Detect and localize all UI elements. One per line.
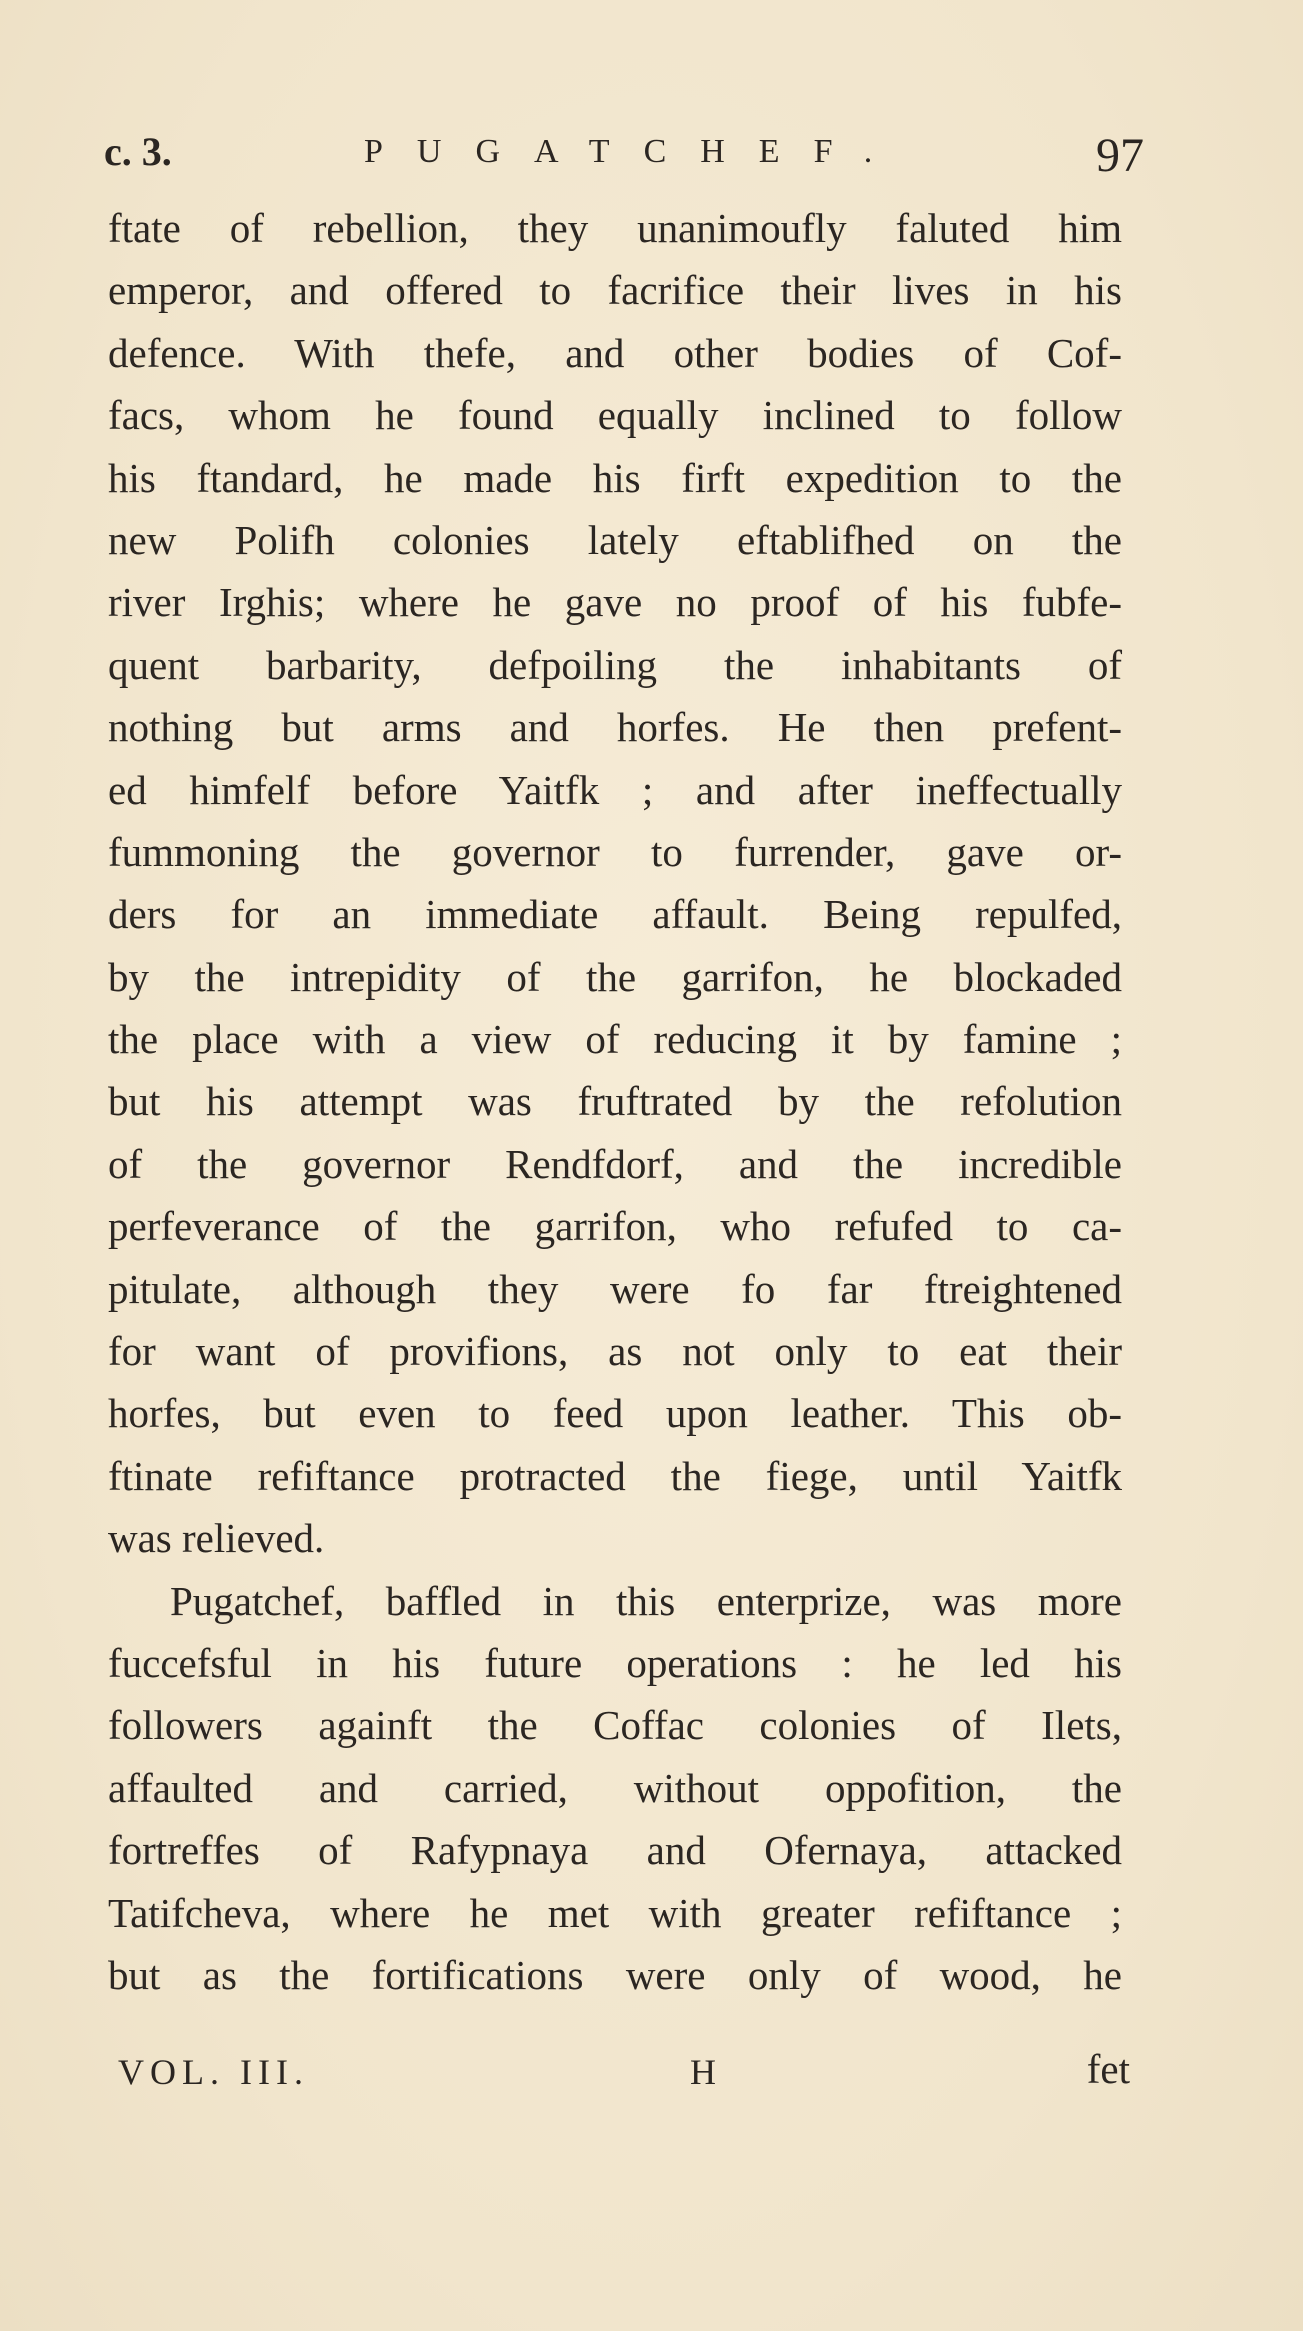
text-line: perfeverance of the garrifon, who refufed to ca-: [108, 1203, 1122, 1250]
text-line: emperor, and offered to facrifice their lives in his: [108, 267, 1122, 314]
page-footer: [118, 2045, 1130, 2107]
text-line: by the intrepidity of the garrifon, he blockaded: [108, 953, 1122, 1000]
volume-signature: VOL. III.: [118, 2052, 309, 2092]
text-line: ed himfelf before Yaitfk ; and after ineffectually: [108, 766, 1122, 813]
text-line: the place with a view of reducing it by famine ;: [108, 1016, 1122, 1063]
paragraph-start-line: Pugatchef, baffled in this enterprize, was more: [170, 1577, 1122, 1624]
text-line: defence. With thefe, and other bodies of Cof-: [108, 329, 1122, 376]
text-line: fortreffes of Rafypnaya and Ofernaya, attacked: [108, 1827, 1122, 1874]
text-line: river Irghis; where he gave no proof of his fubfe-: [108, 579, 1122, 626]
text-line: affaulted and carried, without oppofition, the: [108, 1764, 1122, 1811]
text-line: horfes, but even to feed upon leather. This ob-: [108, 1390, 1122, 1437]
signature-mark: H: [690, 2052, 716, 2092]
running-head: [104, 128, 1144, 198]
text-line: for want of provifions, as not only to eat their: [108, 1328, 1122, 1375]
text-line: but as the fortifications were only of wood, he: [108, 1951, 1122, 1998]
text-line: facs, whom he found equally inclined to follow: [108, 392, 1122, 439]
chapter-marker: c. 3.: [104, 129, 172, 174]
text-line: fuccefsful in his future operations : he led his: [108, 1639, 1122, 1686]
text-line: but his attempt was fruftrated by the refolution: [108, 1078, 1122, 1125]
text-line: ftate of rebellion, they unanimoufly faluted him: [108, 205, 1122, 251]
text-line: followers againft the Coffac colonies of Ilets,: [108, 1702, 1122, 1749]
page-number: 97: [1096, 129, 1144, 182]
body-text: [108, 197, 1122, 2006]
paragraph-end-line: was relieved.: [108, 1515, 325, 1562]
text-line: nothing but arms and horfes. He then prefent-: [108, 704, 1122, 751]
text-line: fummoning the governor to furrender, gave or-: [108, 828, 1122, 875]
catchword: fet: [1086, 2046, 1130, 2092]
text-line: quent barbarity, defpoiling the inhabitants of: [108, 641, 1122, 688]
text-line: pitulate, although they were fo far ftreightened: [108, 1265, 1122, 1312]
text-line: ders for an immediate affault. Being repulfed,: [108, 891, 1122, 938]
running-title: PUGATCHEF.: [364, 133, 907, 170]
text-line: of the governor Rendfdorf, and the incredible: [108, 1140, 1122, 1187]
text-line: new Polifh colonies lately eftablifhed on the: [108, 516, 1122, 563]
text-line: ftinate refiftance protracted the fiege, until Yaitfk: [108, 1452, 1122, 1499]
text-line: Tatifcheva, where he met with greater refiftance ;: [108, 1889, 1122, 1936]
text-line: his ftandard, he made his firft expedition to the: [108, 454, 1122, 501]
